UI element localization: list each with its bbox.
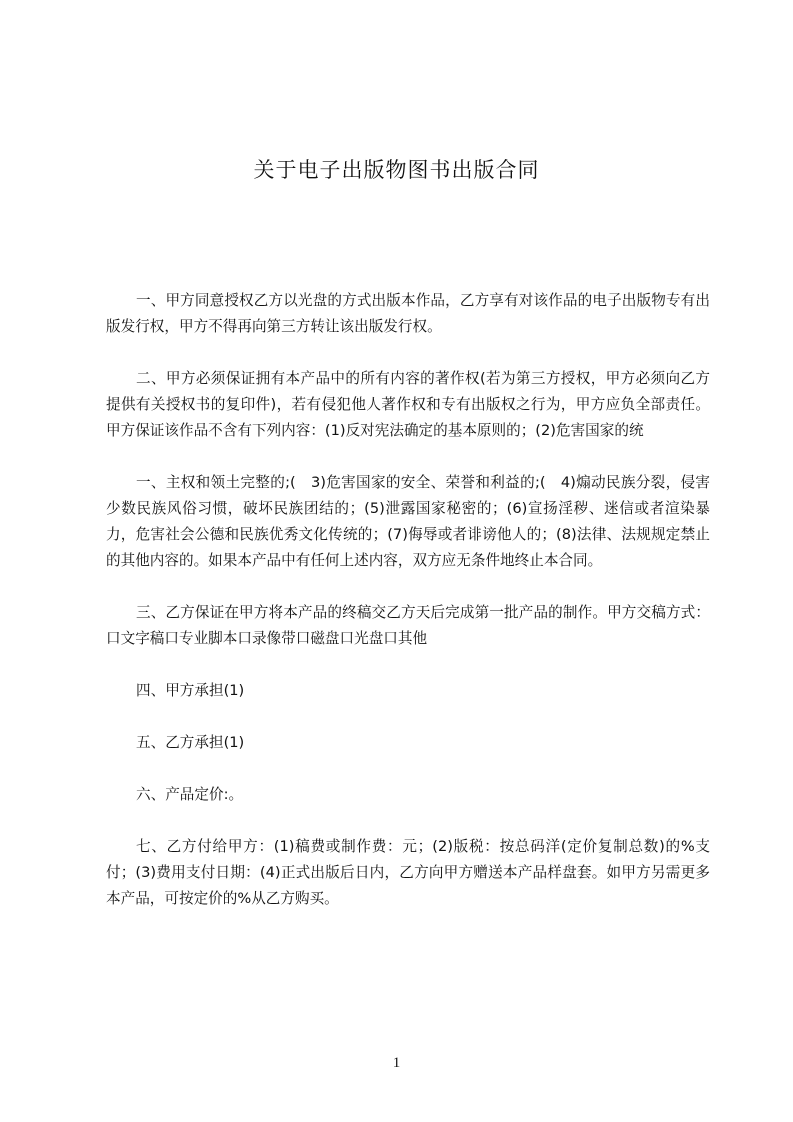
clause-2-continued-paragraph: 一、主权和领土完整的;( 3)危害国家的安全、荣誉和利益的;( 4)煽动民族分裂，侵害少数民族风俗习惯，破坏民族团结的；(5)泄露国家秘密的；(6)宣扬淫秽、迷信或者渲染暴力，危害社会公德和民族优秀文化传统的；(7)侮辱或者诽谤他人的；(8)法律、法规规定禁止的其他内容的。如果本产品中有任何上述内容，双方应无条件地终止本合同。 xyxy=(106,474,710,569)
clause-6-paragraph: 六、产品定价:。 xyxy=(136,786,244,803)
clause-3-paragraph: 三、乙方保证在甲方将本产品的终稿交乙方天后完成第一批产品的制作。甲方交稿方式：口文字稿口专业脚本口录像带口磁盘口光盘口其他 xyxy=(106,604,710,647)
clause-2-paragraph: 二、甲方必须保证拥有本产品中的所有内容的著作权(若为第三方授权，甲方必须向乙方提供有关授权书的复印件)，若有侵犯他人著作权和专有出版权之行为，甲方应负全部责任。甲方保证该作品不含有下列内容：(1)反对宪法确定的基本原则的；(2)危害国家的统 xyxy=(106,370,710,439)
document-title: 关于电子出版物图书出版合同 xyxy=(253,158,540,183)
clause-4-paragraph: 四、甲方承担(1) xyxy=(136,682,245,699)
clause-7-paragraph: 七、乙方付给甲方：(1)稿费或制作费：元；(2)版税：按总码洋(定价复制总数)的%支付；(3)费用支付日期：(4)正式出版后日内，乙方向甲方赠送本产品样盘套。如甲方另需更多本产品，可按定价的%从乙方购买。 xyxy=(106,838,710,907)
page-number: 1 xyxy=(392,1055,401,1071)
clause-1-paragraph: 一、甲方同意授权乙方以光盘的方式出版本作品，乙方享有对该作品的电子出版物专有出版发行权，甲方不得再向第三方转让该出版发行权。 xyxy=(106,292,710,335)
contract-body xyxy=(106,288,710,938)
clause-5-paragraph: 五、乙方承担(1) xyxy=(136,734,245,751)
